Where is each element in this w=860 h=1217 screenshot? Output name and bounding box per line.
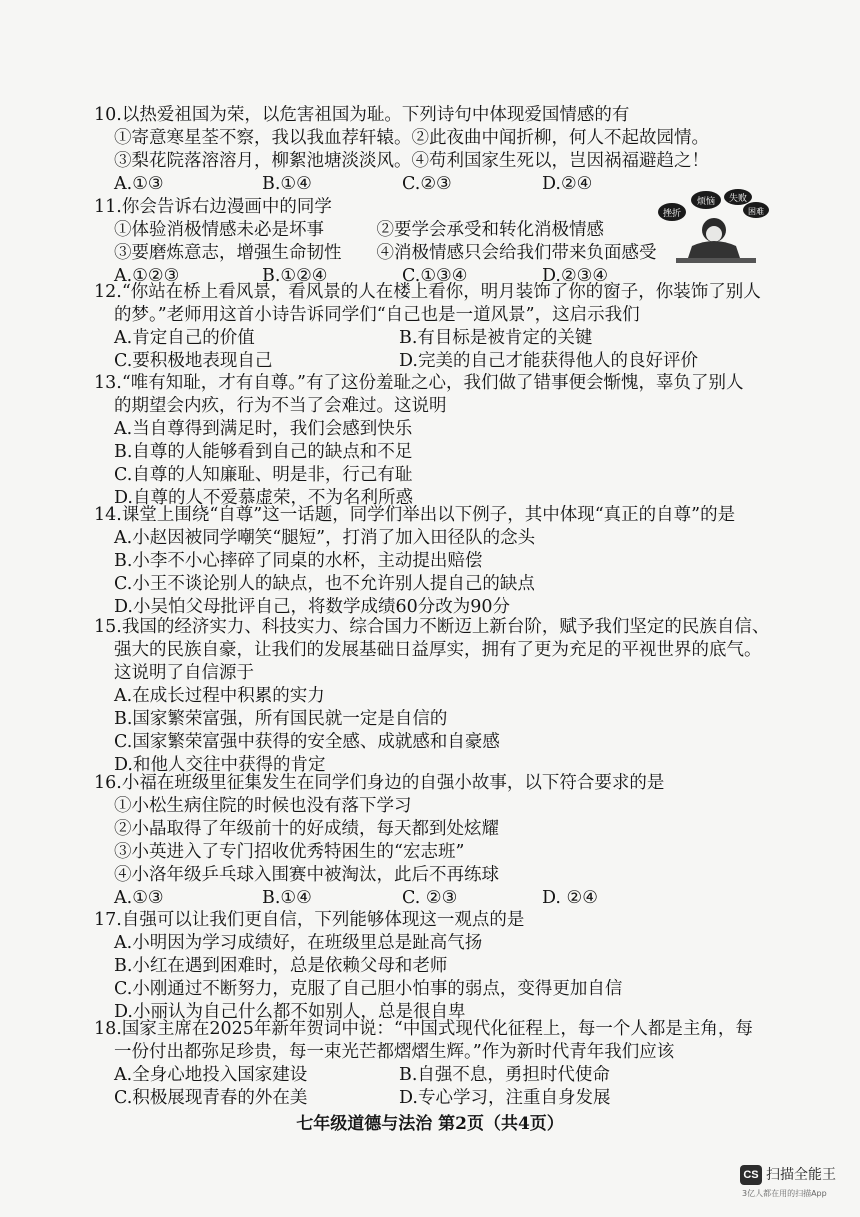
- question-15: [94, 616, 784, 777]
- cs-logo-icon: CS: [740, 1165, 762, 1185]
- option-d[interactable]: D.小丽认为自己什么都不如别人，总是很自卑: [114, 1002, 466, 1022]
- option-d[interactable]: D.自尊的人不爱慕虚荣，不为名利所惑: [114, 488, 413, 508]
- cartoon-illustration: [658, 188, 770, 266]
- question-stem: 11.你会告诉右边漫画中的同学: [94, 197, 332, 217]
- scanner-app-name: 扫描全能王: [766, 1167, 836, 1183]
- option-a[interactable]: A.①③: [114, 888, 164, 908]
- question-18: [94, 1018, 784, 1110]
- option-a[interactable]: A.在成长过程中积累的实力: [114, 686, 325, 706]
- statement-line: ①寄意寒星荃不察，我以我血荐轩辕。②此夜曲中闻折柳，何人不起故园情。: [114, 128, 709, 148]
- options-row: [94, 327, 784, 350]
- question-stem: 15.我国的经济实力、科技实力、综合国力不断迈上新台阶，赋予我们坚定的民族自信、: [94, 617, 770, 637]
- bubble-text: 失败: [728, 194, 748, 204]
- options-row: [94, 350, 784, 373]
- option-c[interactable]: C.②③: [402, 174, 452, 194]
- option-b[interactable]: B.小红在遇到困难时，总是依赖父母和老师: [114, 956, 448, 976]
- question-stem: 12.“你站在桥上看风景，看风景的人在楼上看你，明月装饰了你的窗子，你装饰了别人: [94, 282, 761, 302]
- question-stem: 14.课堂上围绕“自尊”这一话题，同学们举出以下例子，其中体现“真正的自尊”的是: [94, 505, 736, 525]
- option-b[interactable]: B.①②④: [262, 266, 328, 286]
- option-c[interactable]: C.①③④: [402, 266, 468, 286]
- question-17: [94, 909, 784, 1024]
- option-b[interactable]: B.①④: [262, 888, 312, 908]
- option-c[interactable]: C.小王不谈论别人的缺点，也不允许别人提自己的缺点: [114, 574, 535, 594]
- statement-line: ①体验消极情感未必是坏事 ②要学会承受和转化消极情感: [114, 220, 604, 240]
- question-stem: 16.小福在班级里征集发生在同学们身边的自强小故事，以下符合要求的是: [94, 773, 665, 793]
- question-stem-cont: 的期望会内疚，行为不当了会难过。这说明: [114, 396, 447, 416]
- option-b[interactable]: B.国家繁荣富强，所有国民就一定是自信的: [114, 709, 448, 729]
- statement-line: ②小晶取得了年级前十的好成绩，每天都到处炫耀: [114, 819, 499, 839]
- option-d[interactable]: D.小吴怕父母批评自己，将数学成绩60分改为90分: [114, 597, 511, 617]
- bubble-text: 困难: [748, 207, 764, 216]
- option-c[interactable]: C.国家繁荣富强中获得的安全感、成就感和自豪感: [114, 732, 500, 752]
- statement-line: ③小英进入了专门招收优秀特困生的“宏志班”: [114, 842, 465, 862]
- option-c[interactable]: C.要积极地表现自己: [114, 351, 273, 371]
- option-d[interactable]: D.完美的自己才能获得他人的良好评价: [399, 351, 698, 371]
- question-13: [94, 372, 784, 510]
- student-body-icon: [688, 241, 740, 258]
- student-face-icon: [706, 226, 722, 242]
- option-b[interactable]: B.小李不小心摔碎了同桌的水杯，主动提出赔偿: [114, 551, 483, 571]
- option-d[interactable]: D.②④: [542, 174, 593, 194]
- question-stem-cont: 这说明了自信源于: [114, 663, 254, 683]
- question-12: [94, 281, 784, 373]
- question-stem-cont: 强大的民族自豪，让我们的发展基础日益厚实，拥有了更为充足的平视世界的底气。: [114, 640, 762, 660]
- statement-line: ①小松生病住院的时候也没有落下学习: [114, 796, 412, 816]
- option-a[interactable]: A.肯定自己的价值: [114, 328, 255, 348]
- option-a[interactable]: A.①②③: [114, 266, 180, 286]
- question-stem: 17.自强可以让我们更自信，下列能够体现这一观点的是: [94, 910, 525, 930]
- statement-line: ④小洛年级乒乓球入围赛中被淘汰，此后不再练球: [114, 865, 499, 885]
- scanner-watermark: [740, 1163, 852, 1203]
- question-16: [94, 772, 784, 910]
- statement-line: ③梨花院落溶溶月，柳絮池塘淡淡风。④苟利国家生死以，岂因祸福避趋之！: [114, 151, 709, 171]
- question-14: [94, 504, 784, 619]
- option-d[interactable]: D.专心学习，注重自身发展: [399, 1088, 611, 1108]
- option-b[interactable]: B.有目标是被肯定的关键: [399, 328, 593, 348]
- statement-line: ③要磨炼意志，增强生命韧性 ④消极情感只会给我们带来负面感受: [114, 243, 657, 263]
- option-d[interactable]: D.②③④: [542, 266, 609, 286]
- option-c[interactable]: C.小刚通过不断努力，克服了自己胆小怕事的弱点，变得更加自信: [114, 979, 623, 999]
- option-a[interactable]: A.全身心地投入国家建设: [114, 1065, 308, 1085]
- options-row: [94, 1064, 784, 1087]
- option-b[interactable]: B.自尊的人能够看到自己的缺点和不足: [114, 442, 413, 462]
- question-stem-cont: 一份付出都弥足珍贵，每一束光芒都熠熠生辉。”作为新时代青年我们应该: [114, 1042, 675, 1062]
- question-stem: 18.国家主席在2025年新年贺词中说：“中国式现代化征程上，每一个人都是主角，每: [94, 1019, 753, 1039]
- option-d[interactable]: D. ②④: [542, 888, 598, 908]
- bubble-text: 挫折: [662, 209, 682, 219]
- desk-icon: [676, 258, 756, 263]
- option-a[interactable]: A.当自尊得到满足时，我们会感到快乐: [114, 419, 413, 439]
- option-c[interactable]: C.自尊的人知廉耻、明是非，行己有耻: [114, 465, 413, 485]
- scanner-tagline: 3亿人都在用的扫描App: [742, 1189, 827, 1198]
- option-a[interactable]: A.小赵因被同学嘲笑“腿短”，打消了加入田径队的念头: [114, 528, 536, 548]
- question-stem: 10.以热爱祖国为荣，以危害祖国为耻。下列诗句中体现爱国情感的有: [94, 105, 630, 125]
- page-footer: 七年级道德与法治 第2页（共4页）: [296, 1114, 564, 1134]
- option-d[interactable]: D.和他人交往中获得的肯定: [114, 755, 326, 775]
- question-stem-cont: 的梦。”老师用这首小诗告诉同学们“自己也是一道风景”，这启示我们: [114, 305, 640, 325]
- option-c[interactable]: C.积极展现青春的外在美: [114, 1088, 308, 1108]
- question-stem: 13.“唯有知耻，才有自尊。”有了这份羞耻之心，我们做了错事便会惭愧，辜负了别人: [94, 373, 744, 393]
- option-a[interactable]: A.①③: [114, 174, 164, 194]
- option-c[interactable]: C. ②③: [402, 888, 458, 908]
- options-row: [94, 1087, 784, 1110]
- options-row: [94, 887, 784, 910]
- option-b[interactable]: B.自强不息，勇担时代使命: [399, 1065, 610, 1085]
- option-a[interactable]: A.小明因为学习成绩好，在班级里总是趾高气扬: [114, 933, 483, 953]
- bubble-text: 烦恼: [696, 197, 716, 207]
- question-10: [94, 104, 784, 196]
- option-b[interactable]: B.①④: [262, 174, 312, 194]
